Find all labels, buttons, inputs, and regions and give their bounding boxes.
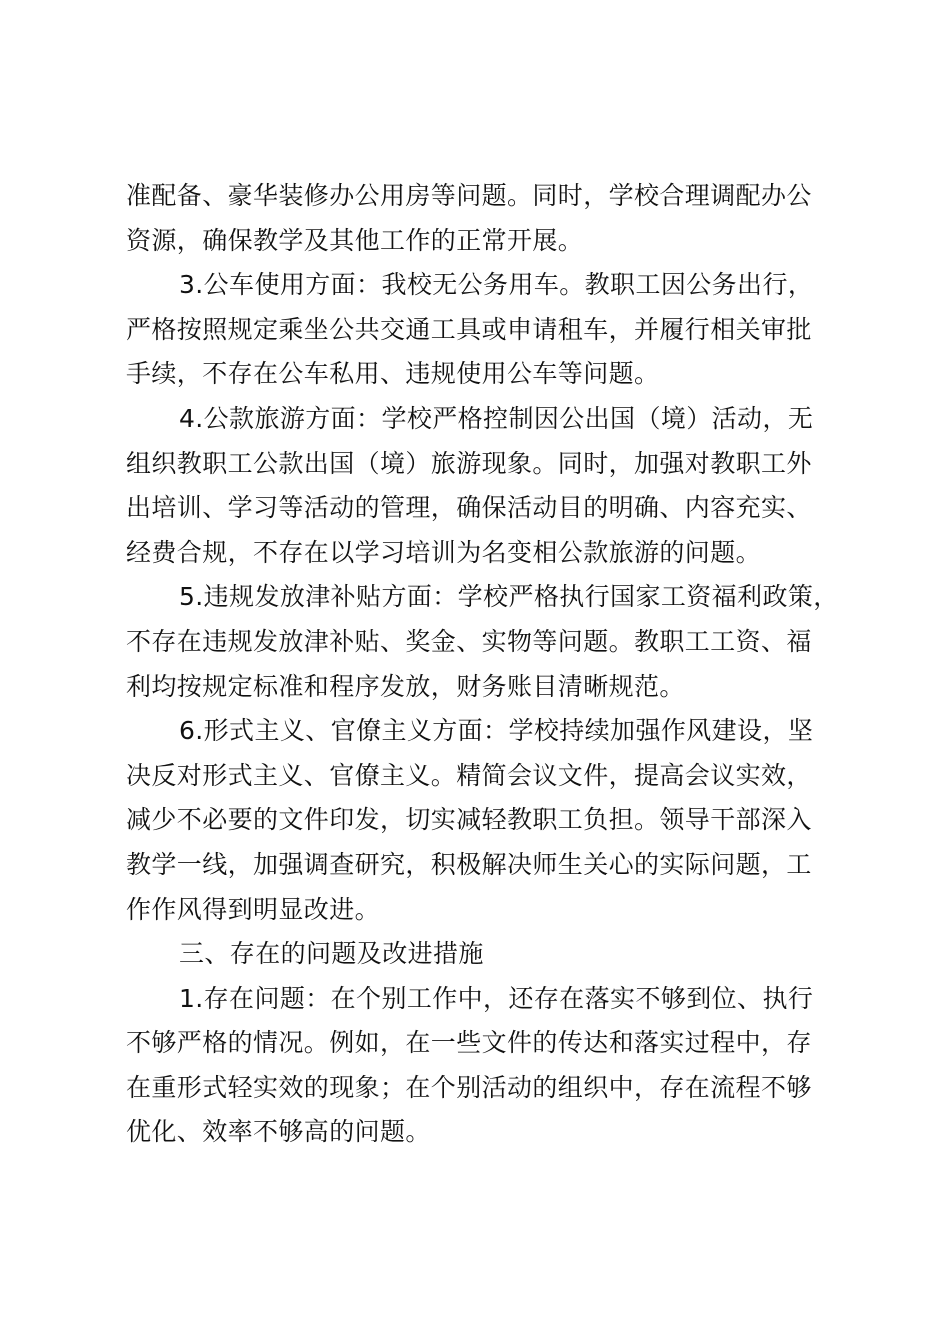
- text-line: 不够严格的情况。例如，在一些文件的传达和落实过程中，存: [126, 1028, 812, 1058]
- text-line: 出培训、学习等活动的管理，确保活动目的明确、内容充实、: [126, 493, 812, 523]
- text-line: 准配备、豪华装修办公用房等问题。同时，学校合理调配办公: [126, 181, 812, 210]
- text-line: 作作风得到明显改进。: [126, 894, 381, 924]
- text-line: 决反对形式主义、官僚主义。精简会议文件，提高会议实效，: [126, 760, 812, 790]
- text-line: 经费合规，不存在以学习培训为名变相公款旅游的问题。: [126, 537, 762, 567]
- paragraph-start-line: 5.违规发放津补贴方面：学校严格执行国家工资福利政策，: [179, 582, 839, 612]
- paragraph-start-line: 4.公款旅游方面：学校严格控制因公出国（境）活动，无: [179, 403, 814, 433]
- text-line: 资源，确保教学及其他工作的正常开展。: [126, 225, 584, 255]
- text-line: 教学一线，加强调查研究，积极解决师生关心的实际问题，工: [126, 849, 812, 879]
- paragraph-start-line: 1.存在问题：在个别工作中，还存在落实不够到位、执行: [179, 983, 814, 1013]
- section-heading: 三、存在的问题及改进措施: [179, 939, 484, 969]
- text-line: 优化、效率不够高的问题。: [126, 1117, 431, 1147]
- text-line: 组织教职工公款出国（境）旅游现象。同时，加强对教职工外: [126, 448, 812, 478]
- text-line: 严格按照规定乘坐公共交通工具或申请租车，并履行相关审批: [126, 314, 812, 344]
- text-line: 利均按规定标准和程序发放，财务账目清晰规范。: [126, 671, 685, 701]
- document-body: [126, 174, 839, 1155]
- text-line: 在重形式轻实效的现象；在个别活动的组织中，存在流程不够: [126, 1072, 812, 1102]
- paragraph-start-line: 3.公车使用方面：我校无公务用车。教职工因公务出行，: [179, 270, 814, 300]
- text-line: 手续，不存在公车私用、违规使用公车等问题。: [126, 359, 660, 389]
- text-line: 不存在违规发放津补贴、奖金、实物等问题。教职工工资、福: [126, 626, 812, 656]
- paragraph-start-line: 6.形式主义、官僚主义方面：学校持续加强作风建设，坚: [179, 716, 814, 746]
- text-line: 减少不必要的文件印发，切实减轻教职工负担。领导干部深入: [126, 805, 812, 835]
